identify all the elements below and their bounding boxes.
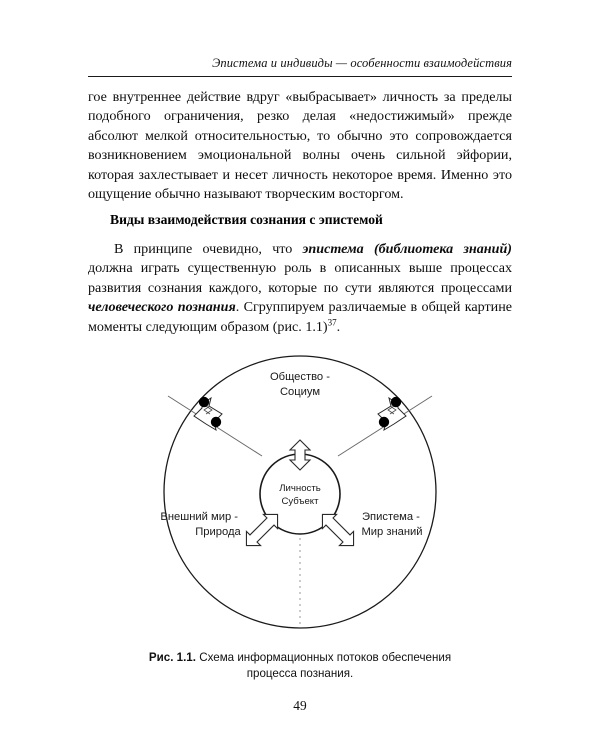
paragraph-segment: . Сгруппируем различаемые в общей картине моменты следующим образом (рис. 1.1) <box>88 299 512 335</box>
footnote-marker: 37 <box>327 316 337 327</box>
node-dot-upper <box>391 397 401 407</box>
paragraph-segment: должна играть существенную роль в описанных выше процессах развития сознания каждого, которые по сути являются процессами <box>88 260 512 296</box>
arrow-lower-left-nature <box>239 507 284 552</box>
label-subject-line1: Личность <box>279 483 321 494</box>
figure-caption <box>100 650 500 682</box>
label-society-line2: Социум <box>279 386 321 398</box>
body-paragraph-2 <box>88 240 512 337</box>
figure-diagram <box>140 348 460 636</box>
arrow-shape <box>239 507 284 552</box>
label-society-line1: Общество - <box>269 371 331 383</box>
arrow-shape <box>315 507 360 552</box>
paragraph-text: гое внутреннее действие вдруг «выбрасывает» личность за пределы подобного ограничения, резко делая «недостижимый» прежде абсолют мелкой относительностью, то обычно это сопровождается возникновением эмоциональной волны очень сильной эйфории, которая захлестывает и несет личность некоторое время. Именно это ощущение обычно называют творческим восторгом. <box>88 89 512 203</box>
node-dot-lower <box>211 417 221 427</box>
node-dot-upper <box>199 397 209 407</box>
label-nature-line1: Внешний мир - <box>160 511 238 523</box>
page-number: 49 <box>293 698 307 713</box>
paragraph-text <box>88 240 512 337</box>
body-paragraph-1 <box>88 88 512 204</box>
figure-number: Рис. 1.1. <box>148 651 196 664</box>
node-dot-lower <box>379 417 389 427</box>
caption-text: Схема информационных потоков обеспечения <box>195 651 452 664</box>
caption-text-line2: процесса познания. <box>246 667 354 680</box>
diagram-svg <box>140 348 460 636</box>
paragraph-segment: В принципе очевидно, что <box>114 241 303 257</box>
section-subheading: Виды взаимодействия сознания с эпистемой <box>110 212 383 227</box>
label-episteme-line2: Мир знаний <box>361 526 423 538</box>
label-episteme-line1: Эпистема - <box>362 511 420 523</box>
running-head: Эпистема и индивиды — особенности взаимодействия <box>212 56 512 70</box>
emphasis-epistema: эпистема (библиотека знаний) <box>302 241 512 257</box>
header-rule <box>88 76 512 77</box>
emphasis-poznanie: человеческого познания <box>88 299 236 316</box>
label-subject-line2: Субъект <box>281 496 319 507</box>
paragraph-segment: . <box>336 318 341 335</box>
label-nature-line2: Природа <box>195 526 241 538</box>
arrow-lower-right-episteme <box>315 507 360 552</box>
